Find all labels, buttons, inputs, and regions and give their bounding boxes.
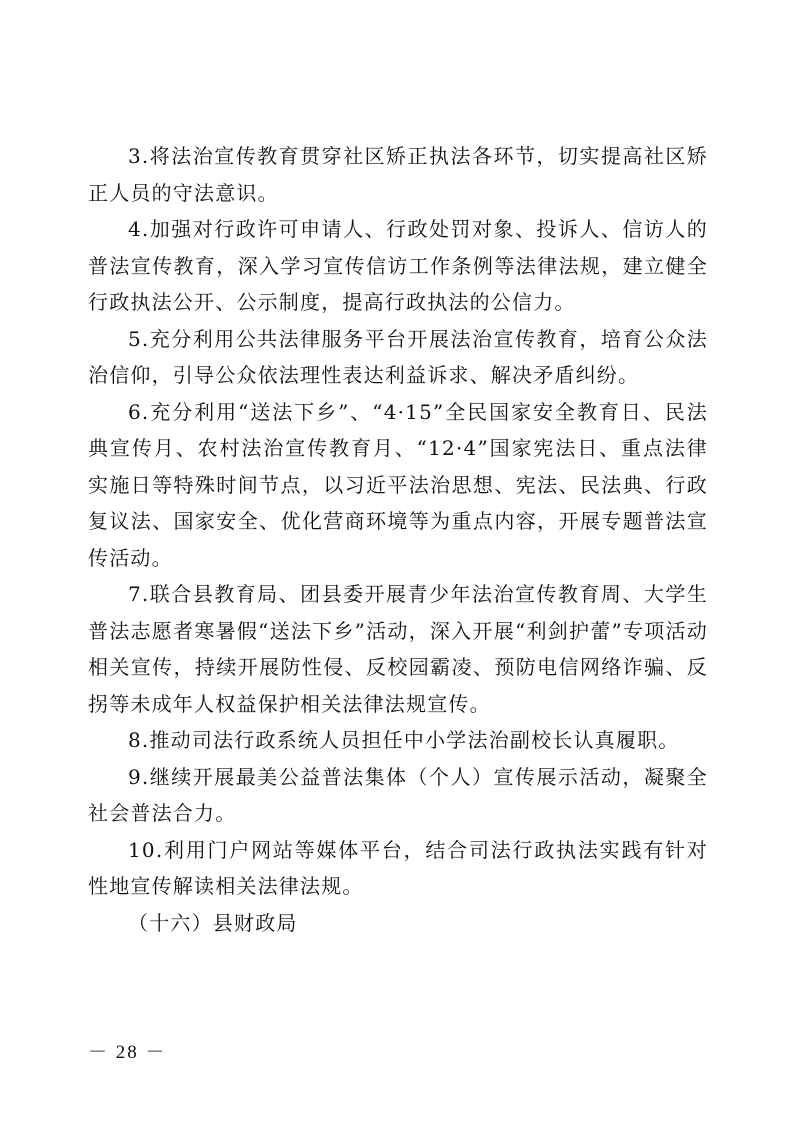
paragraph-item-5: 5.充分利用公共法律服务平台开展法治宣传教育，培育公众法治信仰，引导公众依法理性表达利益诉求、解决矛盾纠纷。 bbox=[88, 326, 708, 387]
paragraph-item-10: 10.利用门户网站等媒体平台，结合司法行政执法实践有针对性地宣传解读相关法律法规。 bbox=[88, 837, 708, 898]
paragraph-item-8: 8.推动司法行政系统人员担任中小学法治副校长认真履职。 bbox=[128, 728, 680, 752]
paragraph-item-4: 4.加强对行政许可申请人、行政处罚对象、投诉人、信访人的普法宣传教育，深入学习宣传信访工作条例等法律法规，建立健全行政执法公开、公示制度，提高行政执法的公信力。 bbox=[88, 217, 708, 314]
paragraph-item-3: 3.将法治宣传教育贯穿社区矫正执法各环节，切实提高社区矫正人员的守法意识。 bbox=[88, 144, 708, 205]
paragraph-item-7: 7.联合县教育局、团县委开展青少年法治宣传教育周、大学生普法志愿者寒暑假“送法下乡”活动，深入开展“利剑护蕾”专项活动相关宣传，持续开展防性侵、反校园霸凌、预防电信网络诈骗、反拐等未成年人权益保护相关法律法规宣传。 bbox=[88, 582, 708, 716]
page-number: － 28 － bbox=[88, 1042, 167, 1063]
section-heading: （十六）县财政局 bbox=[128, 910, 298, 935]
document-body bbox=[88, 138, 708, 941]
paragraph-item-9: 9.继续开展最美公益普法集体（个人）宣传展示活动，凝聚全社会普法合力。 bbox=[88, 764, 708, 825]
paragraph-item-6: 6.充分利用“送法下乡”、“4·15”全民国家安全教育日、民法典宣传月、农村法治宣传教育月、“12·4”国家宪法日、重点法律实施日等特殊时间节点，以习近平法治思想、宪法、民法典、行政复议法、国家安全、优化营商环境等为重点内容，开展专题普法宣传活动。 bbox=[88, 399, 708, 570]
